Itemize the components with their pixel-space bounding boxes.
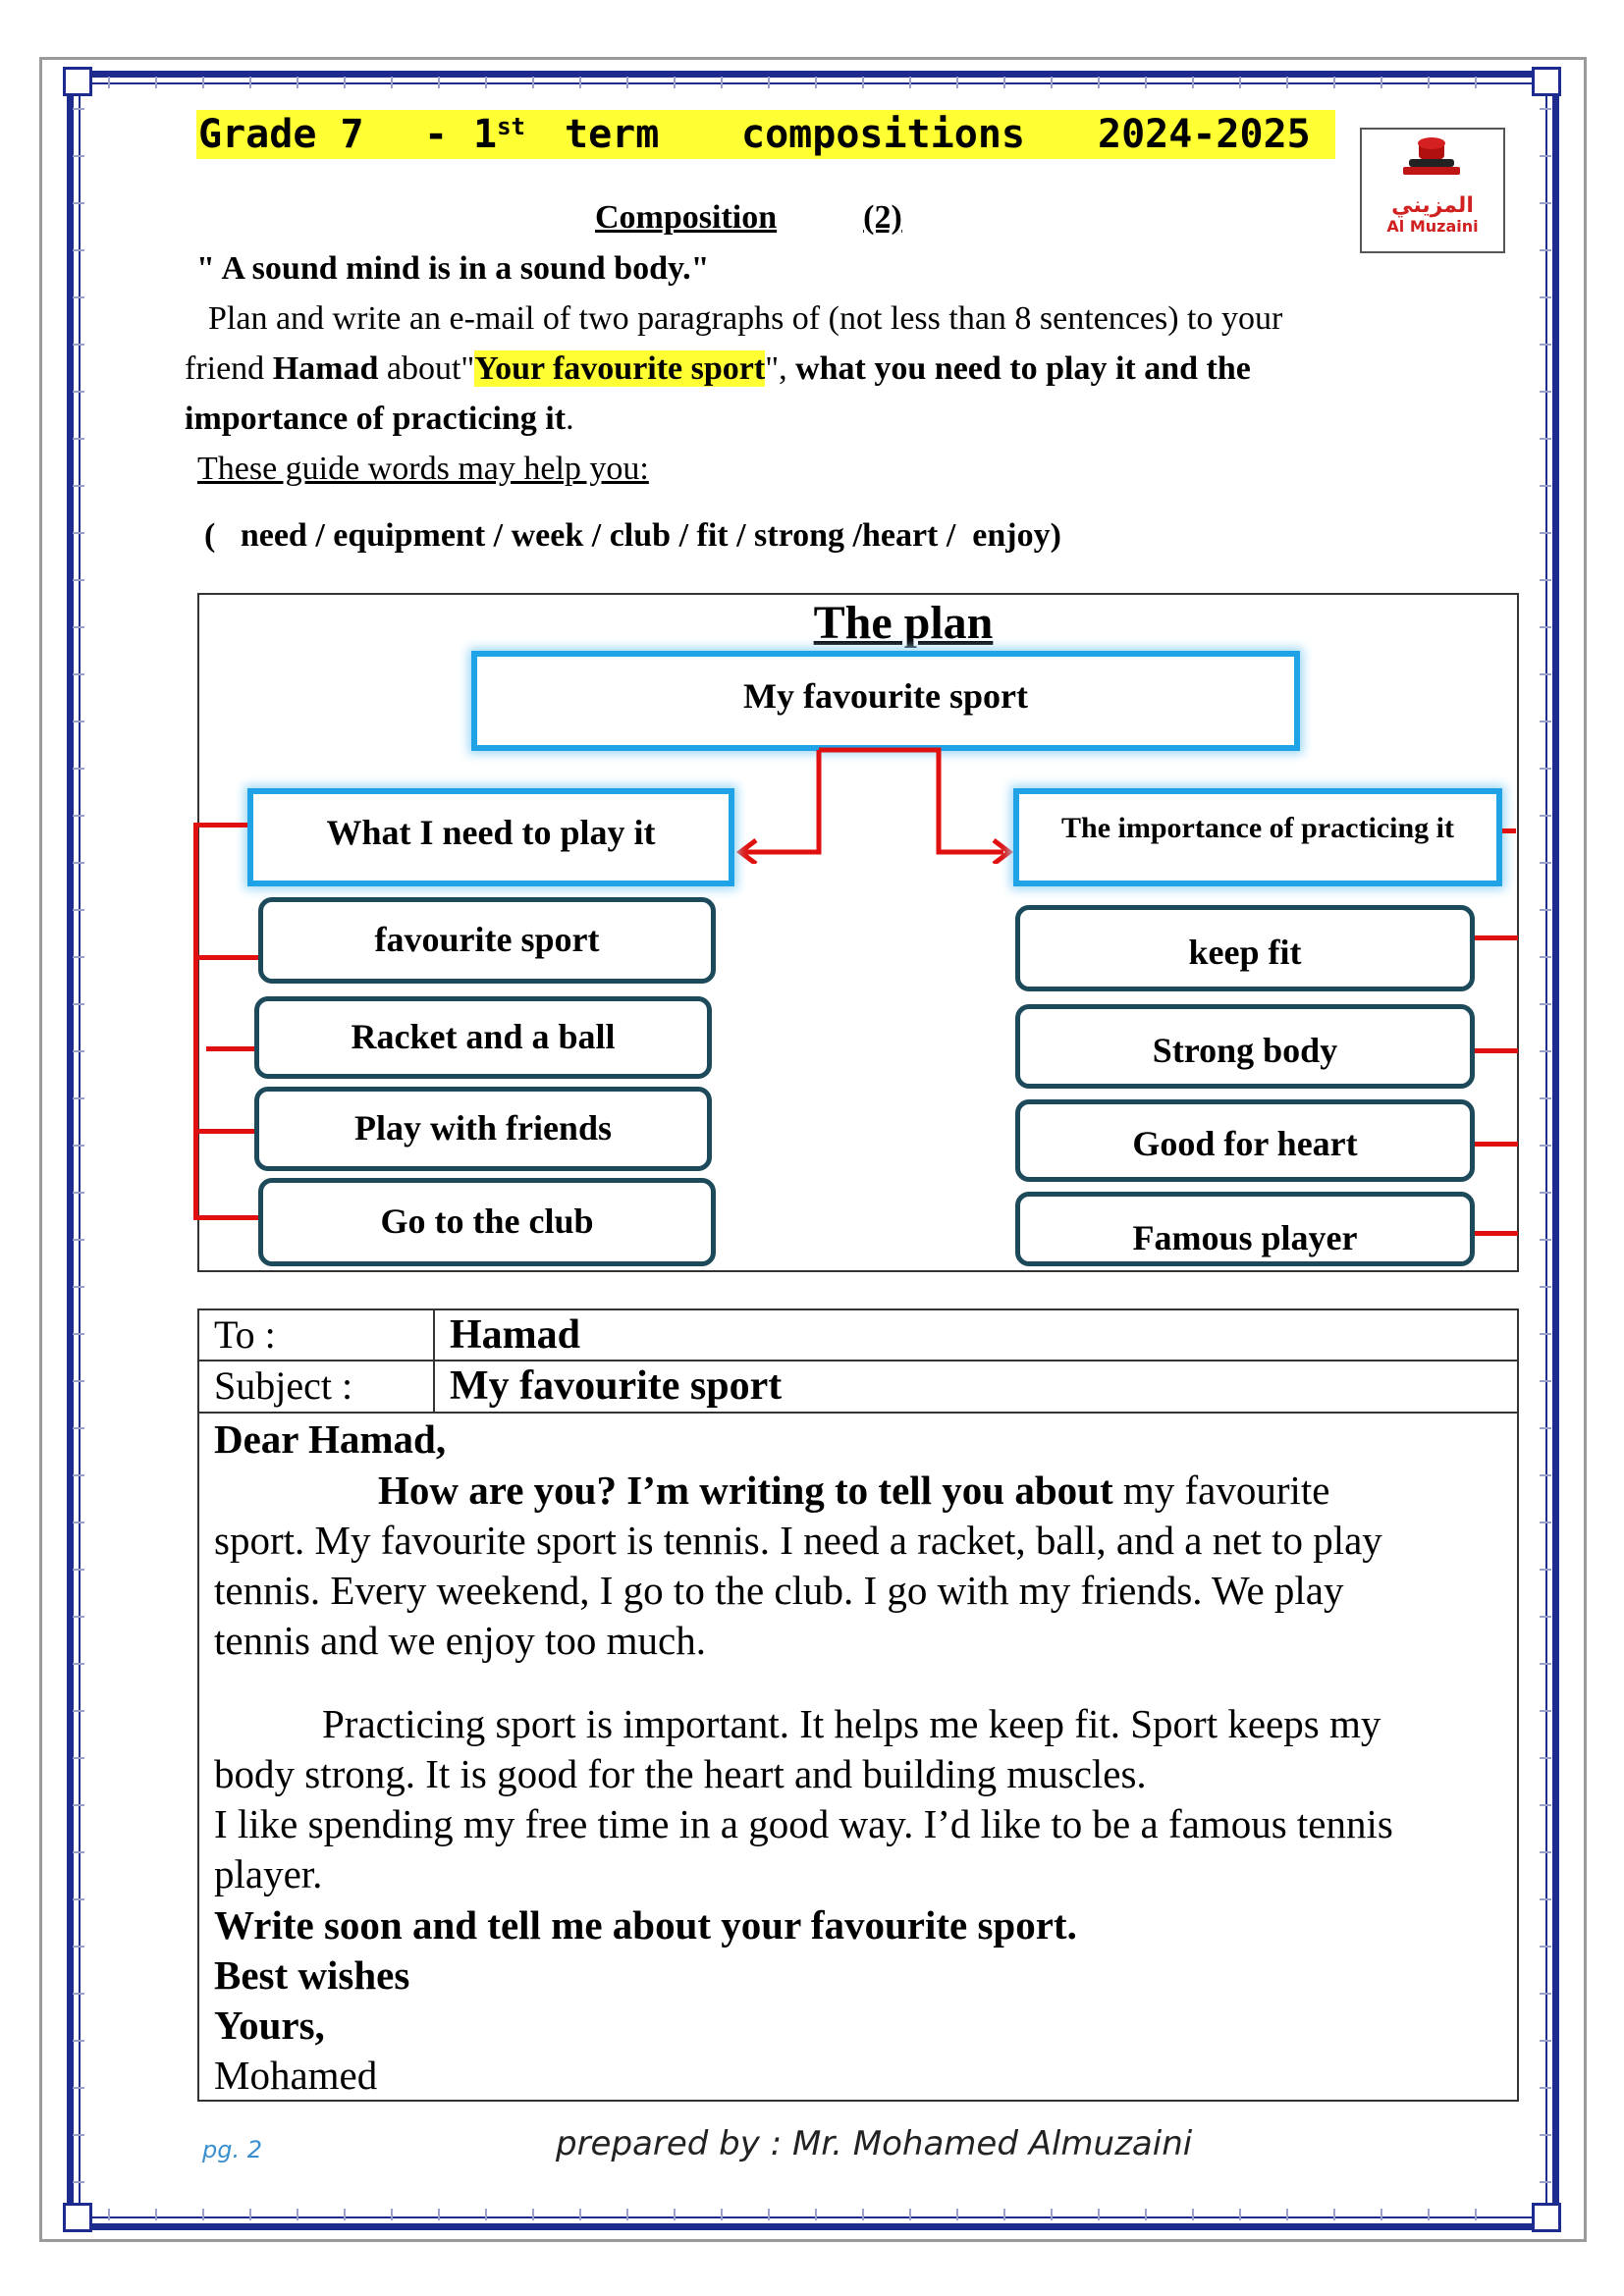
left-branch-4 — [193, 1215, 258, 1220]
right-branch-heading — [1502, 828, 1516, 833]
email-p2-line-3: I like spending my free time in a good way. I’d like to be a famous tennis — [214, 1801, 1393, 1846]
prompt-period: . — [566, 400, 574, 437]
email-signature: Mohamed — [214, 2053, 378, 2098]
plan-right-item-2: Strong body — [1015, 1004, 1475, 1089]
plan-connector-arrows — [687, 746, 1041, 864]
email-to-label: To : — [214, 1312, 276, 1357]
email-p1-line-4: tennis and we enjoy too much. — [214, 1618, 707, 1663]
header-title-bar — [196, 110, 1335, 159]
prompt-quote-close: ", — [765, 350, 796, 387]
left-branch-1 — [193, 955, 258, 960]
plan-right-item-3: Good for heart — [1015, 1099, 1475, 1182]
email-subject-value: My favourite sport — [450, 1363, 783, 1409]
email-p1-line-3: tennis. Every weekend, I go to the club. I go with my friends. We play — [214, 1568, 1344, 1613]
plan-right-heading: The importance of practicing it — [1013, 788, 1502, 886]
email-row-divider-2 — [197, 1412, 1519, 1414]
header-compositions: compositions — [741, 112, 1025, 157]
email-closing-2: Best wishes — [214, 1952, 410, 1998]
composition-number: (2) — [863, 199, 902, 236]
email-p1-line-1 — [378, 1466, 1330, 1517]
plan-left-heading: What I need to play it — [247, 788, 734, 886]
email-subject-label: Subject : — [214, 1363, 353, 1408]
header-term-word: term — [565, 112, 660, 157]
composition-title — [595, 196, 902, 240]
header-grade: Grade 7 — [198, 112, 364, 157]
email-closing-3: Yours, — [214, 2002, 325, 2048]
logo-arabic: المزيني — [1391, 193, 1474, 218]
corner-top-right — [1532, 67, 1561, 96]
prompt-line-3 — [185, 398, 574, 441]
plan-left-item-2: Racket and a ball — [254, 996, 712, 1079]
email-greeting: Dear Hamad, — [214, 1416, 447, 1462]
guide-words: ( need / equipment / week / club / fit / strong /heart / enjoy) — [204, 517, 1061, 554]
plan-left-item-3: Play with friends — [254, 1087, 712, 1171]
email-closing-1: Write soon and tell me about your favourite sport. — [214, 1902, 1077, 1948]
right-branch-3 — [1475, 1142, 1518, 1147]
border-ticks-bottom — [108, 2209, 1522, 2220]
header-year: 2024-2025 — [1098, 112, 1311, 157]
term-superscript: st — [497, 113, 525, 140]
border-ticks-right — [1540, 108, 1551, 2209]
header-dash: - — [424, 112, 449, 157]
email-p1-line-2: sport. My favourite sport is tennis. I need a racket, ball, and a net to play — [214, 1518, 1382, 1563]
header-term-number — [473, 110, 525, 159]
plan-left-item-4: Go to the club — [258, 1178, 716, 1266]
footer-prepared-by: prepared by : Mr. Mohamed Almuzaini — [556, 2124, 1193, 2163]
left-bracket-line — [193, 823, 198, 1220]
prompt-hamad: Hamad — [272, 350, 379, 387]
corner-top-left — [63, 67, 92, 96]
prompt-line-1: Plan and write an e-mail of two paragraphs of (not less than 8 sentences) to your — [208, 300, 1283, 337]
prompt-importance: importance of practicing it — [185, 400, 567, 437]
guide-label: These guide words may help you: — [197, 451, 649, 487]
email-p2-line-2: body strong. It is good for the heart and building muscles. — [214, 1751, 1147, 1796]
plan-left-item-1: favourite sport — [258, 897, 716, 984]
email-p1-bold: How are you? I’m writing to tell you about — [378, 1468, 1113, 1513]
email-p2-line-1: Practicing sport is important. It helps me keep fit. Sport keeps my — [322, 1701, 1381, 1746]
footer-page-number: pg. 2 — [202, 2136, 262, 2163]
corner-bottom-right — [1532, 2203, 1561, 2232]
corner-bottom-left — [63, 2203, 92, 2232]
prompt-about: about" — [378, 350, 475, 387]
plan-main-topic: My favourite sport — [471, 651, 1300, 751]
border-ticks-left — [73, 108, 84, 2209]
right-branch-2 — [1475, 1048, 1518, 1053]
left-branch-heading — [193, 823, 247, 828]
border-ticks-top — [108, 77, 1522, 88]
right-branch-4 — [1475, 1231, 1518, 1236]
email-row-divider-1 — [197, 1360, 1519, 1362]
prompt-what-you-need: what you need to play it and the — [795, 350, 1251, 387]
email-column-divider — [433, 1308, 435, 1413]
prompt-line-2 — [185, 347, 1251, 391]
plan-title: The plan — [813, 597, 994, 649]
plan-right-item-4: Famous player — [1015, 1192, 1475, 1266]
term-number: 1 — [473, 112, 498, 157]
prompt-friend: friend — [185, 350, 273, 387]
prompt-topic-highlight: Your favourite sport — [474, 350, 766, 387]
email-p1-rest: my favourite — [1112, 1468, 1330, 1513]
composition-title-text: Composition — [595, 199, 778, 236]
logo-latin: Al Muzaini — [1386, 217, 1479, 236]
logo — [1360, 128, 1505, 253]
left-branch-3 — [193, 1129, 258, 1134]
right-branch-1 — [1475, 935, 1518, 940]
left-branch-2 — [206, 1046, 258, 1051]
quote: " A sound mind is in a sound body." — [196, 250, 710, 287]
email-p2-line-4: player. — [214, 1851, 323, 1896]
email-to-value: Hamad — [450, 1312, 581, 1358]
plan-right-item-1: keep fit — [1015, 905, 1475, 991]
